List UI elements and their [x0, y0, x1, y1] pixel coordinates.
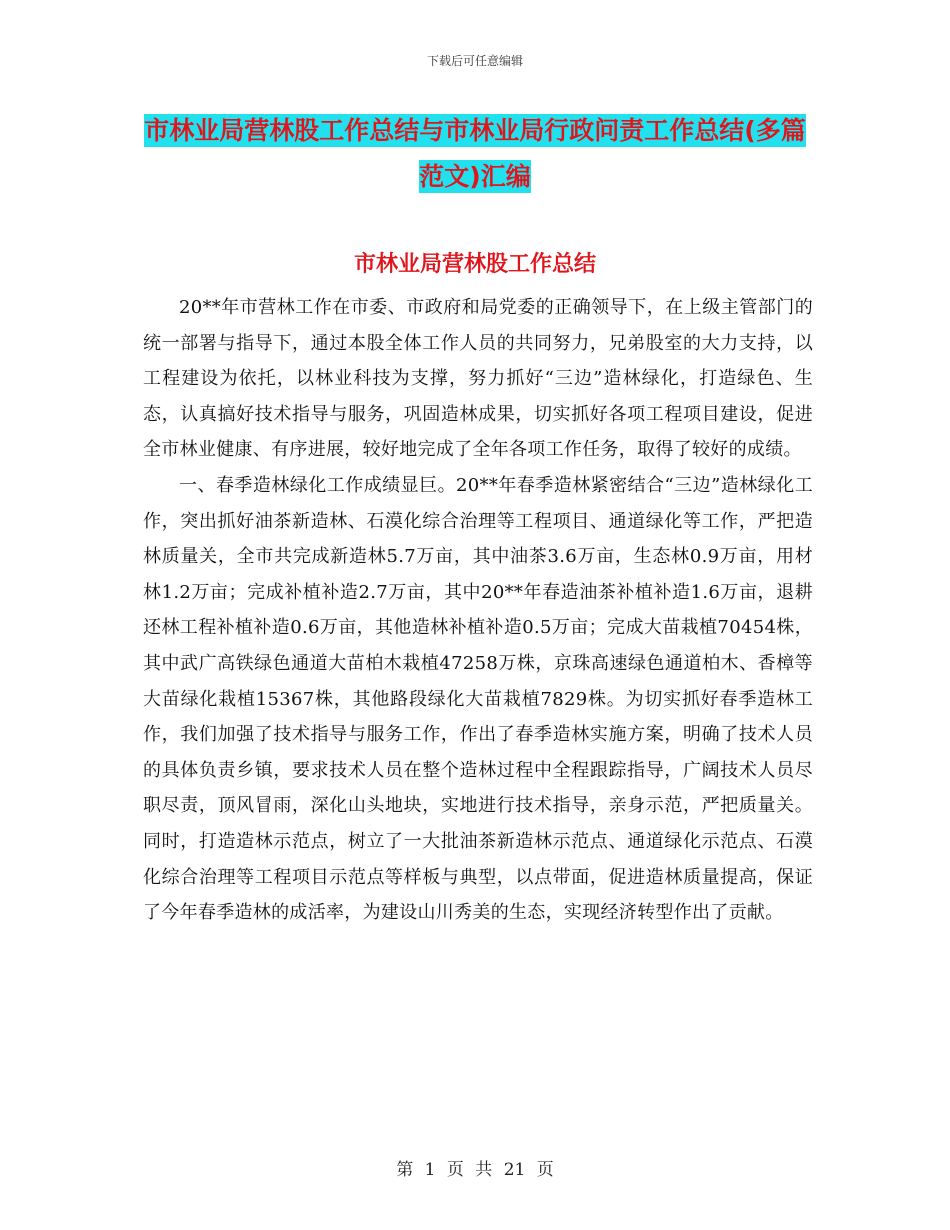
document-title — [140, 108, 810, 200]
paragraph-intro: 20**年市营林工作在市委、市政府和局党委的正确领导下，在上级主管部门的统一部署与指导下，通过本股全体工作人员的共同努力，兄弟股室的大力支持，以工程建设为依托，以林业科技为支撑，努力抓好“三边”造林绿化，打造绿色、生态，认真搞好技术指导与服务，巩固造林成果，切实抓好各项工程项目建设，促进全市林业健康、有序进展，较好地完成了全年各项工作任务，取得了较好的成绩。 — [143, 297, 813, 461]
page-number: 第 1 页 共 21 页 — [396, 1160, 554, 1180]
body-text — [143, 290, 813, 931]
section-title: 市林业局营林股工作总结 — [353, 252, 596, 277]
paragraph-spring-afforestation: 一、春季造林绿化工作成绩显巨。20**年春季造林紧密结合“三边”造林绿化工作，突出抓好油茶新造林、石漠化综合治理等工程项目、通道绿化等工作，严把造林质量关，全市共完成新造林5.7万亩，其中油茶3.6万亩，生态林0.9万亩，用材林1.2万亩；完成补植补造2.7万亩，其中20**年春造油茶补植补造1.6万亩，退耕还林工程补植补造0.6万亩，其他造林补植补造0.5万亩；完成大苗栽植70454株，其中武广高铁绿色通道大苗柏木栽植47258万株，京珠高速绿色通道柏木、香樟等大苗绿化栽植15367株，其他路段绿化大苗栽植7829株。为切实抓好春季造林工作，我们加强了技术指导与服务工作，作出了春季造林实施方案，明确了技术人员的具体负责乡镇，要求技术人员在整个造林过程中全程跟踪指导，广阔技术人员尽职尽责，顶风冒雨，深化山头地块，实地进行技术指导，亲身示范，严把质量关。同时，打造造林示范点，树立了一大批油茶新造林示范点、通道绿化示范点、石漠化综合治理等工程项目示范点等样板与典型，以点带面，促进造林质量提高，保证了今年春季造林的成活率，为建设山川秀美的生态，实现经济转型作出了贡献。 — [143, 474, 813, 924]
document-title-text: 市林业局营林股工作总结与市林业局行政问责工作总结(多篇范文)汇编 — [144, 116, 806, 191]
header-note: 下载后可任意编辑 — [426, 54, 523, 68]
